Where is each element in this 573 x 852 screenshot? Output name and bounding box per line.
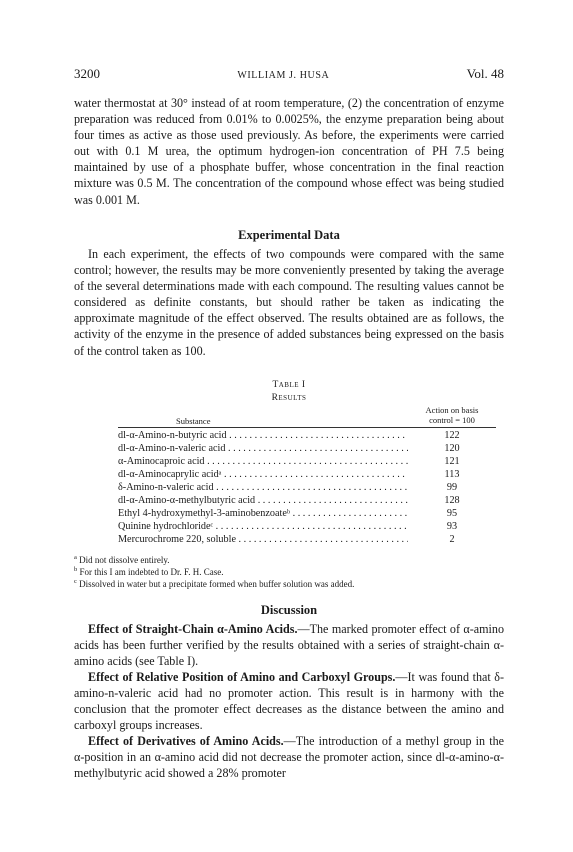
table-header-rule — [118, 427, 496, 428]
footnote-text: Dissolved in water but a precipitate formed when buffer solution was added. — [79, 579, 355, 589]
table-header-substance: Substance — [176, 416, 211, 426]
discussion-heading: Discussion — [260, 603, 318, 617]
table-header-action-line2: control = 100 — [429, 414, 475, 425]
experimental-heading: Experimental Data — [238, 228, 340, 242]
footnote-mark: b — [74, 566, 78, 573]
discussion-paragraph-1 — [74, 621, 504, 669]
volume-label: Vol. 48 — [466, 66, 504, 81]
footnote-text: Did not dissolve entirely. — [79, 555, 170, 565]
table-row — [118, 521, 496, 533]
paragraph-body: —It was found that δ-amino-n-valeric acid had no promoter action. This result is in harmony with the conclusion that the promoter effect decreases as the distance between the amino and carboxyl groups increases. — [74, 670, 504, 733]
action-value: 113 — [444, 469, 460, 480]
table-header-action — [408, 406, 496, 425]
running-title: WILLIAM J. HUSA — [237, 70, 330, 81]
table-footnote — [74, 576, 354, 590]
experimental-paragraph: In each experiment, the effects of two compounds were compared with the same control; however, the results may be more conveniently presented by taking the average of the several determinations made with each compound. The resulting values cannot be considered as definite constants, but should rather be taken as indicating the approximate magnitude of the effect observed. The results obtained are as follows, the activity of the enzyme in the presence of added substances being expressed on the basis of the control taken as 100. — [74, 247, 504, 358]
substance-name: dl-α-Aminocaprylic acidᵃ . . . — [118, 469, 408, 481]
substance-name: Quinine hydrochlorideᶜ . . . — [118, 521, 408, 533]
table-header-action-line1: Action on basis — [425, 405, 479, 415]
substance-name: α-Aminocaproic acid . . . — [118, 456, 408, 468]
runin-heading: Effect of Straight-Chain α-Amino Acids. — [88, 622, 298, 636]
substance-name: dl-α-Amino-α-methylbutyric acid . . . — [118, 495, 408, 507]
intro-paragraph: water thermostat at 30° instead of at room temperature, (2) the concentration of enzyme preparation was reduced from 0.01% to 0.0025%, the enzyme preparation being about four times as active as those used previously. As before, the experiments were carried out with 0.1 M urea, the optimum hydrogen-ion concentration of PH 7.5 being maintained by use of a phosphate buffer, whose concentration in the final reaction mixture was 0.5 M. The concentration of the compound whose effect was being studied was 0.001 M. — [74, 96, 504, 207]
paragraph-body: —The marked promoter effect of α-amino acids has been further verified by the results obtained with a series of straight-chain α-amino acids (see Table I). — [74, 622, 505, 669]
table-row — [118, 443, 496, 455]
substance-name: Ethyl 4-hydroxymethyl-3-aminobenzoateᵇ . . . — [118, 508, 408, 520]
action-value: 95 — [446, 508, 458, 519]
page-header — [74, 66, 504, 82]
substance-name: δ-Amino-n-valeric acid . . . — [118, 482, 408, 494]
action-value: 93 — [446, 521, 458, 532]
substance-name: dl-α-Amino-n-butyric acid . . . — [118, 430, 408, 442]
substance-name: Mercurochrome 220, soluble . . . — [118, 534, 408, 546]
paragraph-body: —The introduction of a methyl group in the α-position in an α-amino acid did not decrease the promoter action, since dl-α-amino-α-methylbutyric acid showed a 28% promoter — [74, 734, 504, 781]
footnote-mark: c — [74, 578, 77, 585]
action-value: 99 — [446, 482, 458, 493]
runin-heading: Effect of Relative Position of Amino and Carboxyl Groups. — [88, 670, 396, 684]
footnote-text: For this I am indebted to Dr. F. H. Case. — [79, 567, 224, 577]
table-row — [118, 508, 496, 520]
substance-name: dl-α-Amino-n-valeric acid . . . — [118, 443, 408, 455]
table-row — [118, 469, 496, 481]
table-row — [118, 482, 496, 494]
action-value: 128 — [444, 495, 460, 506]
table-row — [118, 456, 496, 468]
table-row — [118, 495, 496, 507]
discussion-paragraph-3 — [74, 733, 504, 781]
action-value: 2 — [449, 534, 455, 545]
table-number: Table I — [272, 380, 306, 390]
table-row — [118, 534, 496, 546]
page-number: 3200 — [74, 66, 100, 81]
discussion-paragraph-2 — [74, 669, 504, 733]
table-title: Results — [271, 393, 307, 403]
footnote-mark: a — [74, 554, 77, 561]
action-value: 120 — [444, 443, 460, 454]
action-value: 122 — [444, 430, 460, 441]
runin-heading: Effect of Derivatives of Amino Acids. — [88, 734, 284, 748]
action-value: 121 — [444, 456, 460, 467]
table-row — [118, 430, 496, 442]
